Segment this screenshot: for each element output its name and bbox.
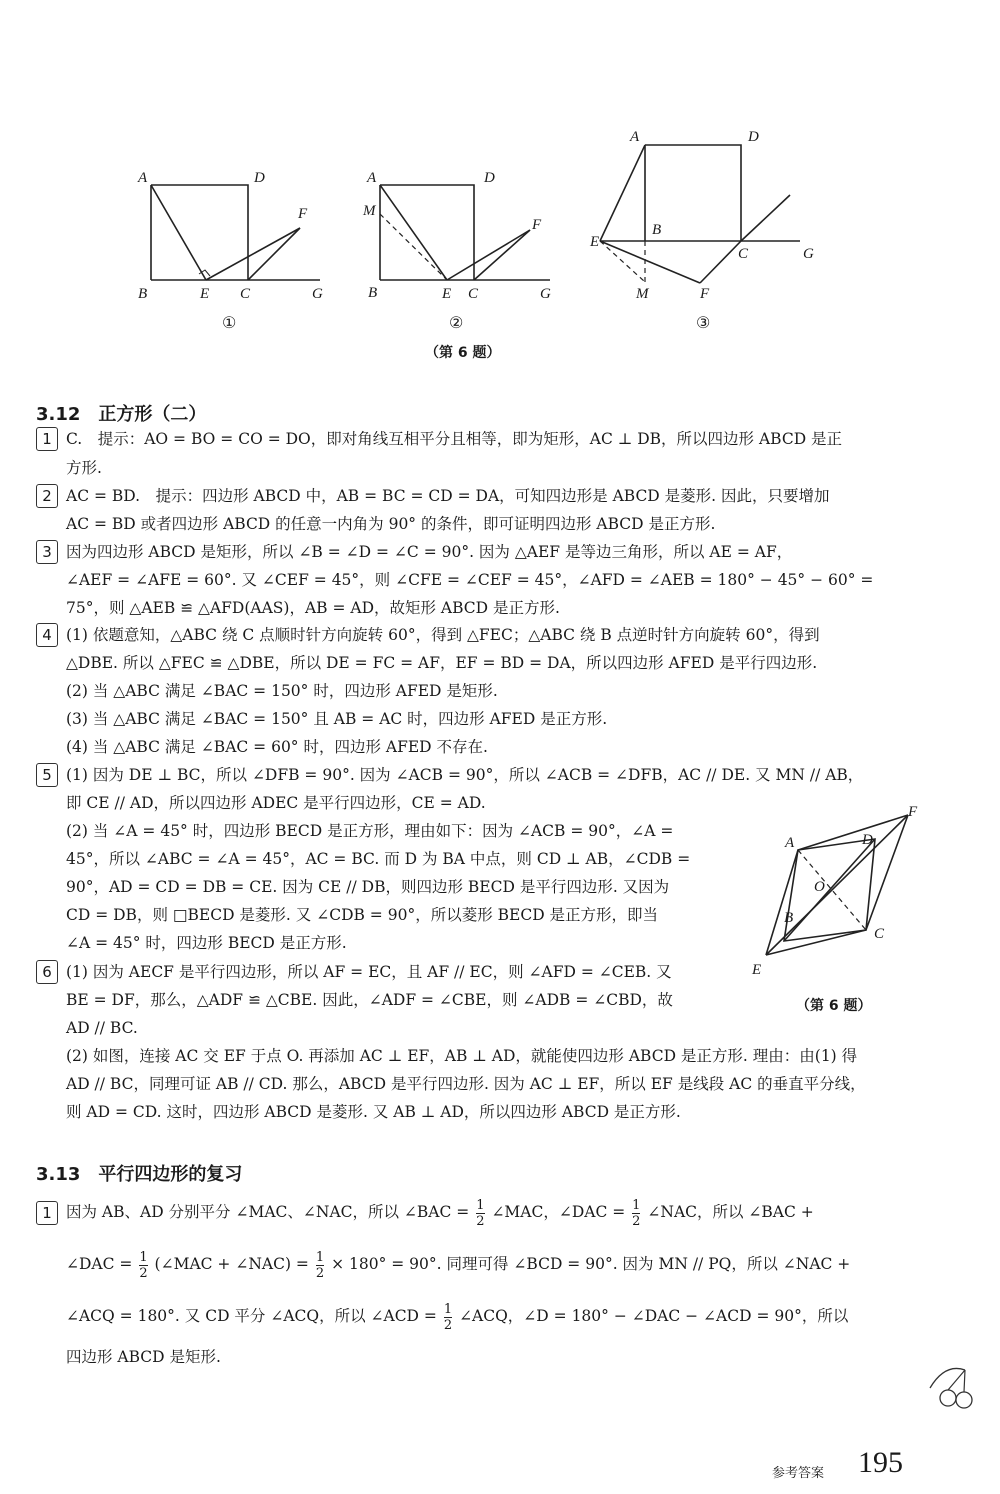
rhombus-label-c: C xyxy=(874,926,885,942)
fraction-half xyxy=(139,1250,147,1281)
fig2-label-a: A xyxy=(367,170,377,186)
question-number-1: 1 xyxy=(36,427,58,451)
rhombus-label-o: O xyxy=(814,879,825,895)
fig1-label-e: E xyxy=(200,286,210,302)
fig3-number: ③ xyxy=(696,313,711,332)
fig3-label-f: F xyxy=(700,286,710,302)
q6-line-2: BE = DF，那么，△ADF ≌ △CBE. 因此，∠ADF = ∠CBE，则 ∠ADB = ∠CBD，故 xyxy=(66,991,673,1009)
q6-line-4: (2) 如图，连接 AC 交 EF 于点 O. 再添加 AC ⊥ EF，AB ⊥ AD，就能使四边形 ABCD 是正方形. 理由：由(1) 得 xyxy=(66,1047,858,1065)
fraction-half xyxy=(444,1302,452,1333)
rhombus-label-e: E xyxy=(752,962,762,978)
rhombus-label-b: B xyxy=(784,910,794,926)
q6-line-3: AD // BC. xyxy=(66,1019,138,1037)
figure-1-diagram xyxy=(151,185,320,280)
section-number: 3.12 xyxy=(36,404,81,425)
q2-line-2: AC = BD 或者四边形 ABCD 的任意一内角为 90° 的条件，即可证明四边形 ABCD 是正方形. xyxy=(66,515,716,533)
fraction-numerator: 1 xyxy=(315,1249,325,1265)
figures-top xyxy=(0,0,1000,360)
figure-2-diagram xyxy=(380,185,550,280)
fraction-numerator: 1 xyxy=(632,1197,641,1213)
fig1-label-c: C xyxy=(240,286,251,302)
section-3-13-heading xyxy=(36,1160,242,1186)
r1-text: ∠DAC = xyxy=(66,1255,133,1273)
q4-line-4: (3) 当 △ABC 满足 ∠BAC = 150° 且 AB = AC 时，四边形 AFED 是正方形. xyxy=(66,710,608,728)
q1-line-1: C. 提示：AO = BO = CO = DO，即对角线互相平分且相等，即为矩形，AC ⊥ DB，所以四边形 ABCD 是正 xyxy=(66,430,843,448)
r1-line-2 xyxy=(66,1248,850,1281)
page-number: 195 xyxy=(858,1446,903,1479)
fig2-label-g: G xyxy=(540,286,551,302)
fig2-label-c: C xyxy=(468,286,479,302)
fig1-number: ① xyxy=(222,313,237,332)
r1-text: × 180° = 90°. 同理可得 ∠BCD = 90°. 因为 MN // PQ，所以 ∠NAC + xyxy=(331,1255,851,1273)
question-number-3: 3 xyxy=(36,540,58,564)
q5-line-6: CD = DB，则 □BECD 是菱形. 又 ∠CDB = 90°，所以菱形 BECD 是正方形，即当 xyxy=(66,906,659,924)
r1-text: ∠ACQ = 180°. 又 CD 平分 ∠ACQ，所以 ∠ACD = xyxy=(66,1307,437,1325)
fig1-label-b: B xyxy=(138,286,148,302)
fig2-label-d: D xyxy=(484,170,495,186)
figures-caption: （第 6 题） xyxy=(425,345,501,361)
fraction-half xyxy=(316,1250,324,1281)
fraction-half xyxy=(476,1198,484,1229)
question-number-2: 2 xyxy=(36,484,58,508)
q3-line-2: ∠AEF = ∠AFE = 60°. 又 ∠CEF = 45°，则 ∠CFE = ∠CEF = 45°，∠AFD = ∠AEB = 180° − 45° − 60° = xyxy=(66,571,874,589)
fig3-label-d: D xyxy=(748,129,759,145)
r1-line-4: 四边形 ABCD 是矩形. xyxy=(66,1348,221,1366)
q5-line-3: (2) 当 ∠A = 45° 时，四边形 BECD 是正方形，理由如下：因为 ∠ACB = 90°，∠A = xyxy=(66,822,674,840)
r1-text: ∠NAC，所以 ∠BAC + xyxy=(647,1203,814,1221)
fig2-label-b: B xyxy=(368,285,378,301)
r1-text: ∠ACQ，∠D = 180° − ∠DAC − ∠ACD = 90°，所以 xyxy=(459,1307,849,1325)
fig3-label-g: G xyxy=(803,246,814,262)
r1-text: 因为 AB、AD 分别平分 ∠MAC、∠NAC，所以 ∠BAC = xyxy=(66,1203,470,1221)
fraction-denominator: 2 xyxy=(476,1213,485,1229)
fraction-numerator: 1 xyxy=(476,1197,485,1213)
rhombus-label-f: F xyxy=(908,804,918,820)
fraction-half xyxy=(632,1198,640,1229)
fraction-denominator: 2 xyxy=(443,1317,453,1333)
question-number-1: 1 xyxy=(36,1201,58,1225)
question-number-6: 6 xyxy=(36,960,58,984)
q6-line-1: (1) 因为 AECF 是平行四边形，所以 AF = EC，且 AF // EC，则 ∠AFD = ∠CEB. 又 xyxy=(66,963,672,981)
q3-line-1: 因为四边形 ABCD 是矩形，所以 ∠B = ∠D = ∠C = 90°. 因为 △AEF 是等边三角形，所以 AE = AF， xyxy=(66,543,793,561)
figure-3-diagram xyxy=(600,145,800,283)
fig2-number: ② xyxy=(449,313,464,332)
q3-line-3: 75°，则 △AEB ≌ △AFD(AAS)，AB = AD，故矩形 ABCD 是正方形. xyxy=(66,599,560,617)
fig1-label-d: D xyxy=(254,170,265,186)
r1-line-1 xyxy=(66,1196,814,1229)
question-number-5: 5 xyxy=(36,763,58,787)
footer-label: 参考答案 xyxy=(772,1466,825,1481)
rhombus-figure xyxy=(750,800,930,980)
r1-text: ∠MAC，∠DAC = xyxy=(491,1203,626,1221)
fraction-denominator: 2 xyxy=(315,1265,325,1281)
question-number-4: 4 xyxy=(36,623,58,647)
section-number: 3.13 xyxy=(36,1164,81,1185)
fig2-label-e: E xyxy=(442,286,452,302)
q4-line-1: (1) 依题意知，△ABC 绕 C 点顺时针方向旋转 60°，得到 △FEC；△ABC 绕 B 点逆时针方向旋转 60°，得到 xyxy=(66,626,820,644)
fig1-label-a: A xyxy=(138,170,148,186)
q5-line-7: ∠A = 45° 时，四边形 BECD 是正方形. xyxy=(66,934,347,952)
fig3-label-c: C xyxy=(738,246,749,262)
rhombus-label-d: D xyxy=(862,832,873,848)
q5-line-4: 45°，所以 ∠ABC = ∠A = 45°，AC = BC. 而 D 为 BA 中点，则 CD ⊥ AB，∠CDB = xyxy=(66,850,691,868)
fraction-numerator: 1 xyxy=(139,1249,148,1265)
q1-line-2: 方形. xyxy=(66,459,102,477)
fraction-numerator: 1 xyxy=(443,1301,453,1317)
fig1-label-g: G xyxy=(312,286,323,302)
section-title: 平行四边形的复习 xyxy=(98,1164,243,1185)
fig2-label-m: M xyxy=(363,203,376,219)
rhombus-label-a: A xyxy=(785,835,795,851)
q5-line-2: 即 CE // AD，所以四边形 ADEC 是平行四边形，CE = AD. xyxy=(66,794,486,812)
fig2-label-f: F xyxy=(532,217,542,233)
q6-line-5: AD // BC，同理可证 AB // CD. 那么，ABCD 是平行四边形. 因为 AC ⊥ EF，所以 EF 是线段 AC 的垂直平分线， xyxy=(66,1075,866,1093)
fig3-label-b: B xyxy=(652,222,662,238)
q6-line-6: 则 AD = CD. 这时，四边形 ABCD 是菱形. 又 AB ⊥ AD，所以四边形 ABCD 是正方形. xyxy=(66,1103,681,1121)
fig3-label-e: E xyxy=(590,234,600,250)
q5-line-5: 90°，AD = CD = DB = CE. 因为 CE // DB，则四边形 BECD 是平行四边形. 又因为 xyxy=(66,878,670,896)
q2-line-1: AC = BD. 提示：四边形 ABCD 中，AB = BC = CD = DA，可知四边形是 ABCD 是菱形. 因此，只要增加 xyxy=(66,487,830,505)
q4-line-5: (4) 当 △ABC 满足 ∠BAC = 60° 时，四边形 AFED 不存在. xyxy=(66,738,488,756)
r1-line-3 xyxy=(66,1300,848,1333)
fig3-label-m: M xyxy=(636,286,649,302)
q4-line-2: △DBE. 所以 △FEC ≌ △DBE，所以 DE = FC = AF，EF = BD = DA，所以四边形 AFED 是平行四边形. xyxy=(66,654,818,672)
fig3-label-a: A xyxy=(630,129,640,145)
cherry-mascot-icon xyxy=(920,1358,980,1418)
fraction-denominator: 2 xyxy=(632,1213,641,1229)
fig1-label-f: F xyxy=(298,206,308,222)
rhombus-caption: （第 6 题） xyxy=(796,998,872,1014)
section-title: 正方形（二） xyxy=(98,404,207,425)
q5-line-1: (1) 因为 DE ⊥ BC，所以 ∠DFB = 90°. 因为 ∠ACB = 90°，所以 ∠ACB = ∠DFB，AC // DE. 又 MN // AB， xyxy=(66,766,864,784)
q4-line-3: (2) 当 △ABC 满足 ∠BAC = 150° 时，四边形 AFED 是矩形. xyxy=(66,682,498,700)
section-3-12-heading xyxy=(36,400,206,426)
fraction-denominator: 2 xyxy=(139,1265,148,1281)
r1-text: (∠MAC + ∠NAC) = xyxy=(154,1255,309,1273)
